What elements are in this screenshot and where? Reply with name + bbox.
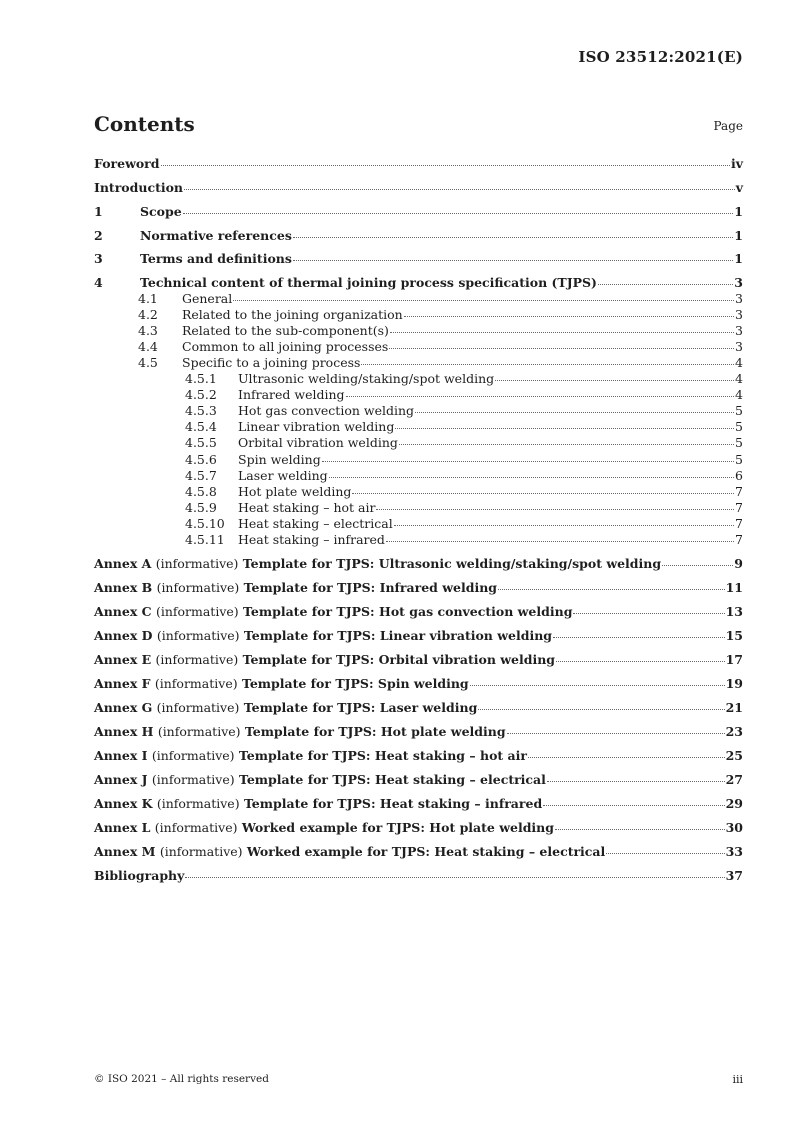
toc-entry-title: Linear vibration welding — [238, 419, 395, 434]
dot-leader — [390, 332, 734, 333]
section-number: 4.5.8 — [185, 484, 217, 499]
dot-leader — [662, 565, 733, 566]
toc-entry-label — [94, 724, 506, 739]
toc-entry-label — [94, 844, 605, 859]
dot-leader — [346, 396, 735, 397]
toc-entry[interactable] — [94, 275, 743, 290]
toc-entry-label — [94, 291, 232, 306]
page-number: iii — [732, 1073, 743, 1086]
section-number: 2 — [94, 228, 103, 243]
dot-leader — [376, 509, 734, 510]
dot-leader — [478, 709, 724, 710]
annex-classification: (informative) — [156, 700, 240, 715]
toc-entry[interactable] — [94, 868, 743, 883]
dot-leader — [394, 525, 734, 526]
annex-id: Annex I — [94, 748, 148, 763]
toc-entry-label — [94, 403, 414, 418]
toc-page-number: 17 — [725, 652, 743, 667]
dot-leader — [495, 380, 734, 381]
annex-classification: (informative) — [156, 796, 240, 811]
toc-entry-title: Normative references — [140, 228, 292, 243]
dot-leader — [399, 444, 734, 445]
toc-entry-label — [94, 419, 394, 434]
toc-entry-label — [94, 580, 497, 595]
toc-entry-title: Hot plate welding — [238, 484, 352, 499]
toc-page-number: 1 — [734, 204, 743, 219]
toc-page-number: 5 — [735, 419, 743, 434]
toc-entry-label — [94, 484, 351, 499]
toc-page-number: 3 — [735, 291, 743, 306]
toc-entry-label — [94, 339, 388, 354]
toc-entry-title: Laser welding — [238, 468, 328, 483]
dot-leader — [573, 613, 724, 614]
toc-entry[interactable] — [94, 844, 743, 859]
toc-entry[interactable] — [94, 500, 743, 515]
toc-entry-title: Introduction — [94, 180, 184, 195]
dot-leader — [161, 165, 730, 166]
toc-entry-title: Template for TJPS: Heat staking – hot air — [238, 748, 527, 763]
toc-page-number: iv — [730, 156, 743, 171]
toc-page-number: 27 — [725, 772, 743, 787]
toc-entry[interactable] — [94, 700, 743, 715]
toc-entry-title: Template for TJPS: Heat staking – electrical — [238, 772, 546, 787]
toc-entry[interactable] — [94, 435, 743, 450]
annex-classification: (informative) — [156, 628, 240, 643]
toc-page-number: 3 — [735, 307, 743, 322]
toc-page-number: 25 — [725, 748, 743, 763]
toc-entry-title: Template for TJPS: Orbital vibration welding — [242, 652, 556, 667]
dot-leader — [329, 477, 734, 478]
annex-id: Annex A — [94, 556, 152, 571]
annex-classification: (informative) — [155, 556, 239, 571]
section-number: 3 — [94, 251, 103, 266]
toc-entry-title: Bibliography — [94, 868, 185, 883]
toc-page-number: 19 — [725, 676, 743, 691]
page-title: Contents — [94, 112, 195, 136]
toc-entry-label — [94, 556, 661, 571]
toc-entry-title: Worked example for TJPS: Heat staking – electrical — [246, 844, 606, 859]
toc-page-number: 33 — [725, 844, 743, 859]
section-number: 4.4 — [138, 339, 158, 354]
toc-entry-label — [94, 868, 184, 883]
toc-entry-title: Template for TJPS: Laser welding — [243, 700, 478, 715]
toc-entry-label — [94, 532, 385, 547]
annex-id: Annex E — [94, 652, 152, 667]
toc-entry-label — [94, 180, 183, 195]
toc-entry[interactable] — [94, 748, 743, 763]
toc-entry-title: Scope — [140, 204, 182, 219]
toc-page-number: 7 — [735, 516, 743, 531]
toc-entry[interactable] — [94, 403, 743, 418]
section-number: 4.1 — [138, 291, 158, 306]
annex-classification: (informative) — [155, 652, 239, 667]
toc-entry-title: Ultrasonic welding/staking/spot welding — [238, 371, 495, 386]
section-number: 4.5.7 — [185, 468, 217, 483]
toc-entry-label — [94, 323, 389, 338]
toc-entry-label — [94, 275, 597, 290]
toc-page-number: 11 — [725, 580, 743, 595]
toc-page-number: 29 — [725, 796, 743, 811]
toc-page-number: 3 — [734, 275, 743, 290]
section-number: 4.2 — [138, 307, 158, 322]
toc-page-number: 9 — [734, 556, 743, 571]
toc-entry-title: Template for TJPS: Spin welding — [241, 676, 469, 691]
toc-page-number: 7 — [735, 532, 743, 547]
dot-leader — [528, 757, 725, 758]
annex-id: Annex C — [94, 604, 152, 619]
toc-entry-label — [94, 748, 527, 763]
toc-entry[interactable] — [94, 724, 743, 739]
section-number: 4.5.4 — [185, 419, 217, 434]
toc-entry-label — [94, 500, 375, 515]
dot-leader — [404, 316, 734, 317]
toc-page-number: 30 — [725, 820, 743, 835]
dot-leader — [555, 829, 725, 830]
toc-page-number: 37 — [725, 868, 743, 883]
toc-entry[interactable] — [94, 180, 743, 195]
toc-entry-title: Orbital vibration welding — [238, 435, 398, 450]
annex-classification: (informative) — [151, 772, 235, 787]
toc-page-number: 21 — [725, 700, 743, 715]
annex-classification: (informative) — [151, 748, 235, 763]
toc-entry[interactable] — [94, 204, 743, 219]
toc-entry[interactable] — [94, 307, 743, 322]
section-number: 4.5.9 — [185, 500, 217, 515]
toc-entry[interactable] — [94, 452, 743, 467]
dot-leader — [395, 428, 734, 429]
section-number: 1 — [94, 204, 103, 219]
toc-entry-label — [94, 156, 160, 171]
toc-page-number: 7 — [735, 484, 743, 499]
toc-entry[interactable] — [94, 156, 743, 171]
toc-entry-title: Spin welding — [238, 452, 321, 467]
toc-entry-label — [94, 772, 546, 787]
toc-entry-title: Template for TJPS: Linear vibration welding — [243, 628, 553, 643]
toc-entry[interactable] — [94, 228, 743, 243]
toc-entry-title: Heat staking – hot air — [238, 500, 376, 515]
document-header: ISO 23512:2021(E) — [578, 48, 743, 66]
toc-entry[interactable] — [94, 371, 743, 386]
dot-leader — [361, 364, 734, 365]
toc-page-number: 5 — [735, 435, 743, 450]
annex-id: Annex G — [94, 700, 153, 715]
toc-entry[interactable] — [94, 419, 743, 434]
dot-leader — [352, 493, 734, 494]
toc-entry-label — [94, 251, 292, 266]
toc-page-number: 7 — [735, 500, 743, 515]
toc-entry-label — [94, 676, 469, 691]
annex-id: Annex H — [94, 724, 154, 739]
toc-page-number: 1 — [734, 228, 743, 243]
toc-entry-title: Related to the joining organization — [182, 307, 403, 322]
annex-classification: (informative) — [156, 580, 240, 595]
toc-entry-title: Common to all joining processes — [182, 339, 389, 354]
dot-leader — [233, 300, 734, 301]
toc-entry[interactable] — [94, 652, 743, 667]
toc-page-number: 23 — [725, 724, 743, 739]
toc-page-number: 4 — [735, 355, 743, 370]
section-number: 4.5.1 — [185, 371, 217, 386]
annex-id: Annex K — [94, 796, 153, 811]
page-column-label: Page — [713, 119, 743, 133]
toc-entry[interactable] — [94, 339, 743, 354]
annex-id: Annex D — [94, 628, 153, 643]
toc-entry[interactable] — [94, 604, 743, 619]
section-number: 4.5.2 — [185, 387, 217, 402]
toc-entry-label — [94, 371, 494, 386]
toc-entry[interactable] — [94, 532, 743, 547]
toc-entry[interactable] — [94, 628, 743, 643]
dot-leader — [553, 637, 725, 638]
dot-leader — [415, 412, 734, 413]
toc-entry[interactable] — [94, 291, 743, 306]
toc-entry-label — [94, 387, 345, 402]
toc-entry-title: Heat staking – electrical — [238, 516, 393, 531]
annex-classification: (informative) — [154, 820, 238, 835]
dot-leader — [183, 213, 734, 214]
toc-entry-title: Heat staking – infrared — [238, 532, 385, 547]
toc-entry-label — [94, 820, 554, 835]
section-number: 4.5.5 — [185, 435, 217, 450]
toc-entry-label — [94, 435, 398, 450]
toc-entry-title: Template for TJPS: Ultrasonic welding/staking/spot welding — [242, 556, 662, 571]
annex-classification: (informative) — [154, 676, 238, 691]
toc-page-number: v — [735, 180, 743, 195]
annex-id: Annex L — [94, 820, 151, 835]
toc-page-number: 5 — [735, 452, 743, 467]
toc-entry-label — [94, 307, 403, 322]
annex-id: Annex M — [94, 844, 156, 859]
dot-leader — [293, 237, 733, 238]
dot-leader — [507, 733, 725, 734]
dot-leader — [293, 260, 733, 261]
toc-entry[interactable] — [94, 772, 743, 787]
section-number: 4 — [94, 275, 103, 290]
dot-leader — [386, 541, 734, 542]
toc-entry-title: Template for TJPS: Hot gas convection welding — [243, 604, 573, 619]
toc-entry-label — [94, 700, 477, 715]
toc-entry-label — [94, 628, 552, 643]
toc-entry[interactable] — [94, 556, 743, 571]
annex-id: Annex F — [94, 676, 151, 691]
toc-entry[interactable] — [94, 251, 743, 266]
toc-page-number: 13 — [725, 604, 743, 619]
copyright-notice: © ISO 2021 – All rights reserved — [94, 1073, 269, 1085]
section-number: 4.5 — [138, 355, 158, 370]
toc-entry-title: Foreword — [94, 156, 160, 171]
section-number: 4.5.10 — [185, 516, 225, 531]
toc-entry-title: Infrared welding — [238, 387, 345, 402]
dot-leader — [498, 589, 725, 590]
toc-entry[interactable] — [94, 580, 743, 595]
annex-id: Annex J — [94, 772, 148, 787]
toc-entry-label — [94, 604, 572, 619]
toc-entry-title: Related to the sub-component(s) — [182, 323, 389, 338]
toc-entry[interactable] — [94, 468, 743, 483]
toc-entry-label — [94, 204, 182, 219]
toc-entry-title: Terms and definitions — [140, 251, 292, 266]
dot-leader — [543, 805, 724, 806]
toc-page-number: 5 — [735, 403, 743, 418]
dot-leader — [322, 461, 734, 462]
dot-leader — [185, 877, 724, 878]
annex-id: Annex B — [94, 580, 153, 595]
toc-page-number: 6 — [735, 468, 743, 483]
toc-entry-label — [94, 796, 542, 811]
toc-entry-title: Worked example for TJPS: Hot plate welding — [241, 820, 555, 835]
toc-entry[interactable] — [94, 484, 743, 499]
toc-entry-title: Template for TJPS: Hot plate welding — [244, 724, 506, 739]
toc-page-number: 4 — [735, 387, 743, 402]
dot-leader — [606, 853, 724, 854]
section-number: 4.3 — [138, 323, 158, 338]
toc-entry[interactable] — [94, 323, 743, 338]
toc-page-number: 15 — [725, 628, 743, 643]
toc-entry-title: Technical content of thermal joining process specification (TJPS) — [140, 275, 597, 290]
toc-page-number: 1 — [734, 251, 743, 266]
toc-entry-title: Template for TJPS: Infrared welding — [243, 580, 498, 595]
toc-entry-title: Hot gas convection welding — [238, 403, 415, 418]
toc-entry-label — [94, 228, 292, 243]
dot-leader — [598, 284, 733, 285]
section-number: 4.5.6 — [185, 452, 217, 467]
section-number: 4.5.3 — [185, 403, 217, 418]
toc-entry[interactable] — [94, 387, 743, 402]
toc-page-number: 3 — [735, 339, 743, 354]
dot-leader — [389, 348, 734, 349]
dot-leader — [547, 781, 725, 782]
toc-entry[interactable] — [94, 796, 743, 811]
toc-entry-label — [94, 468, 328, 483]
toc-entry-label — [94, 355, 360, 370]
toc-entry-title: Specific to a joining process — [182, 355, 361, 370]
annex-classification: (informative) — [159, 844, 243, 859]
toc-page-number: 3 — [735, 323, 743, 338]
toc-entry-title: General — [182, 291, 233, 306]
toc-entry[interactable] — [94, 820, 743, 835]
dot-leader — [184, 189, 735, 190]
annex-classification: (informative) — [155, 604, 239, 619]
toc-entry[interactable] — [94, 676, 743, 691]
toc-entry-label — [94, 452, 321, 467]
toc-entry[interactable] — [94, 355, 743, 370]
annex-classification: (informative) — [157, 724, 241, 739]
toc-entry-label — [94, 516, 393, 531]
toc-entry[interactable] — [94, 516, 743, 531]
dot-leader — [556, 661, 725, 662]
section-number: 4.5.11 — [185, 532, 225, 547]
toc-entry-label — [94, 652, 555, 667]
toc-page-number: 4 — [735, 371, 743, 386]
toc-entry-title: Template for TJPS: Heat staking – infrared — [243, 796, 543, 811]
dot-leader — [470, 685, 725, 686]
